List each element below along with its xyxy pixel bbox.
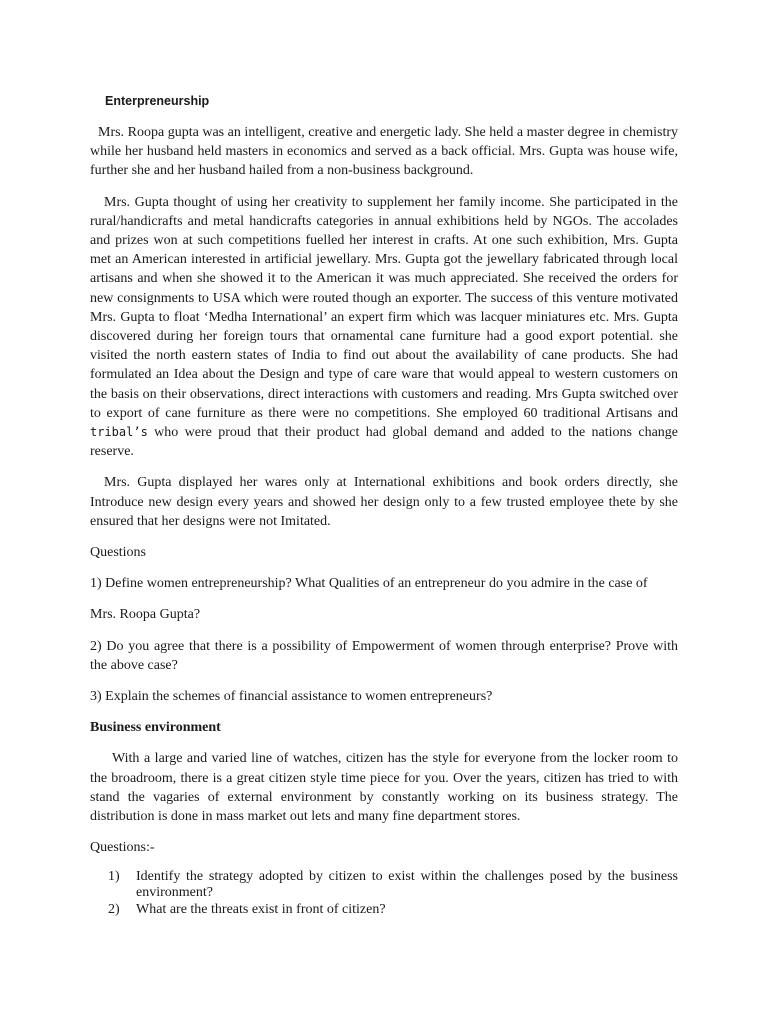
paragraph-citizen: With a large and varied line of watches, citizen has the style for everyone from the locker room to the broadroom, there is a great citizen style time piece for you. Over the years, citizen has tried to with stand the vagaries of external environment by constantly working on its business strategy. The distribution is done in mass market out lets and many fine department stores. [90,751,678,825]
questions-heading-2: Questions:- [90,840,155,856]
questions-heading-1: Questions [90,545,146,561]
section-title-business-environment: Business environment [90,720,221,736]
paragraph-creativity-text-b: who were proud that their product had global demand and added to the nations change reserve. [90,425,678,460]
paragraph-creativity-text-a: Mrs. Gupta thought of using her creativity to supplement her family income. She participated in the rural/handicrafts and metal handicrafts categories in annual exhibitions held by NGOs. The accolades and prizes won at such competitions fuelled her interest in crafts. At one such exhibition, Mrs. Gupta met an American interested in artificial jewellary. Mrs. Gupta got the jewellary fabricated through local artisans and when she showed it to the American it was much appreciated. She received the orders for new consignments to USA which were routed though an exporter. The success of this venture motivated Mrs. Gupta to float ‘Medha International’ an expert firm which was lacquer miniatures etc. Mrs. Gupta discovered during her foreign tours that ornamental cane furniture had a good export potential. she visited the north eastern states of India to find out about the availability of cane products. She had formulated an Idea about the Design and type of care ware that would appeal to western customers on the basis on their observations, direct interactions with customers and reading. Mrs Gupta switched over to export of cane furniture as there were no competitions. She employed 60 traditional Artisans and [90,194,678,421]
question-list-business [90,869,678,919]
question-3: 3) Explain the schemes of financial assistance to women entrepreneurs? [90,689,493,705]
list-item-number: 2) [108,901,120,917]
paragraph-exhibitions: Mrs. Gupta displayed her wares only at International exhibitions and book orders directly, she Introduce new design every years and showed her design only to a few trusted employee thete by she ensured that her designs were not Imitated. [90,475,678,529]
list-item-number: 1) [108,868,120,884]
document-page [90,92,678,918]
section-title-entrepreneurship: Enterpreneurship [105,94,210,108]
list-item [108,901,678,919]
question-1-line-2: Mrs. Roopa Gupta? [90,607,201,623]
list-item-text: What are the threats exist in front of citizen? [136,901,386,917]
paragraph-intro: Mrs. Roopa gupta was an intelligent, creative and energetic lady. She held a master degree in chemistry while her husband held masters in economics and served as a back official. Mrs. Gupta was house wife, further she and her husband hailed from a non-business background. [90,125,678,179]
paragraph-creativity [90,193,678,462]
list-item-text: Identify the strategy adopted by citizen to exist within the challenges posed by the business environment? [136,868,678,900]
list-item [108,868,678,902]
question-2: 2) Do you agree that there is a possibility of Empowerment of women through enterprise? Prove with the above case? [90,638,678,673]
question-1-line-1: 1) Define women entrepreneurship? What Qualities of an entrepreneur do you admire in the case of [90,576,648,592]
paragraph-creativity-tribals: tribal’s [90,425,148,440]
